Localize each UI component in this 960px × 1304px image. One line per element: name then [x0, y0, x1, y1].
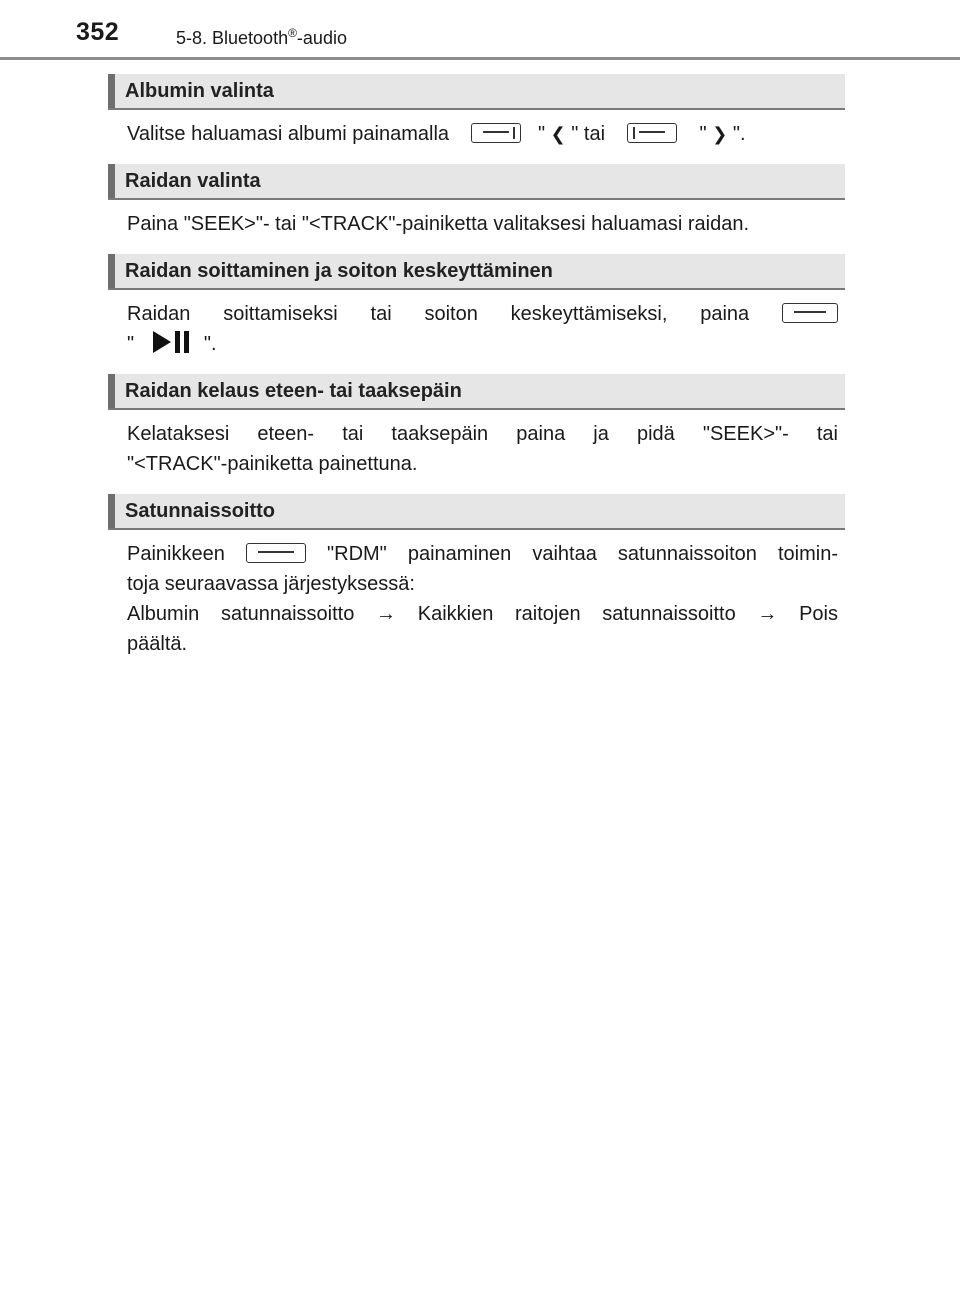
page-number: 352 — [76, 18, 120, 46]
paragraph-rdm-line: toja seuraavassa järjestyksessä: — [127, 573, 415, 595]
play-pause-icon — [151, 330, 193, 354]
section-title: Raidan soittaminen ja soiton keskeyttäminen — [125, 260, 553, 282]
section-title: Raidan valinta — [125, 170, 261, 192]
chapter-title: 5-8. Bluetooth®-audio — [176, 26, 347, 48]
paragraph-play-line: Raidan soittamiseksi tai soiton keskeyttämiseksi, paina — [127, 299, 838, 329]
paragraph-rdm-line: Painikkeen "RDM" painaminen vaihtaa satunnaissoiton toimin- — [127, 543, 839, 565]
paragraph-rdm-line: päältä. — [127, 633, 188, 655]
section-title: Albumin valinta — [125, 80, 274, 102]
paragraph-track: Paina "SEEK>"- tai "<TRACK"-painiketta valitaksesi haluamasi raidan. — [127, 213, 750, 235]
section-heading — [108, 374, 845, 410]
page-header — [0, 0, 960, 62]
paragraph-rdm-line: Albumin satunnaissoitto → Kaikkien raitojen satunnaissoitto → Pois — [127, 603, 838, 625]
paragraph-album: Valitse haluamasi albumi painamalla " ❮ " tai " ❯ ". — [127, 119, 838, 149]
radio-button-icon — [782, 303, 838, 323]
radio-button-icon — [627, 123, 677, 143]
paragraph-seek-line: "<TRACK"-painiketta painettuna. — [127, 453, 418, 475]
chevron-right-icon: ❯ — [712, 124, 728, 144]
section-title: Raidan kelaus eteen- tai taaksepäin — [125, 380, 462, 402]
radio-button-icon — [246, 543, 306, 563]
section-heading — [108, 494, 845, 530]
chevron-left-icon: ❮ — [550, 124, 566, 144]
radio-button-icon — [471, 123, 521, 143]
section-heading — [108, 74, 845, 110]
section-heading — [108, 164, 845, 200]
section-heading — [108, 254, 845, 290]
paragraph-play-line: " ". — [127, 329, 838, 359]
section-title: Satunnaissoitto — [125, 500, 276, 522]
header-rule — [0, 57, 960, 60]
paragraph-seek-line: Kelataksesi eteen- tai taaksepäin paina ja pidä "SEEK>"- tai — [127, 423, 838, 445]
